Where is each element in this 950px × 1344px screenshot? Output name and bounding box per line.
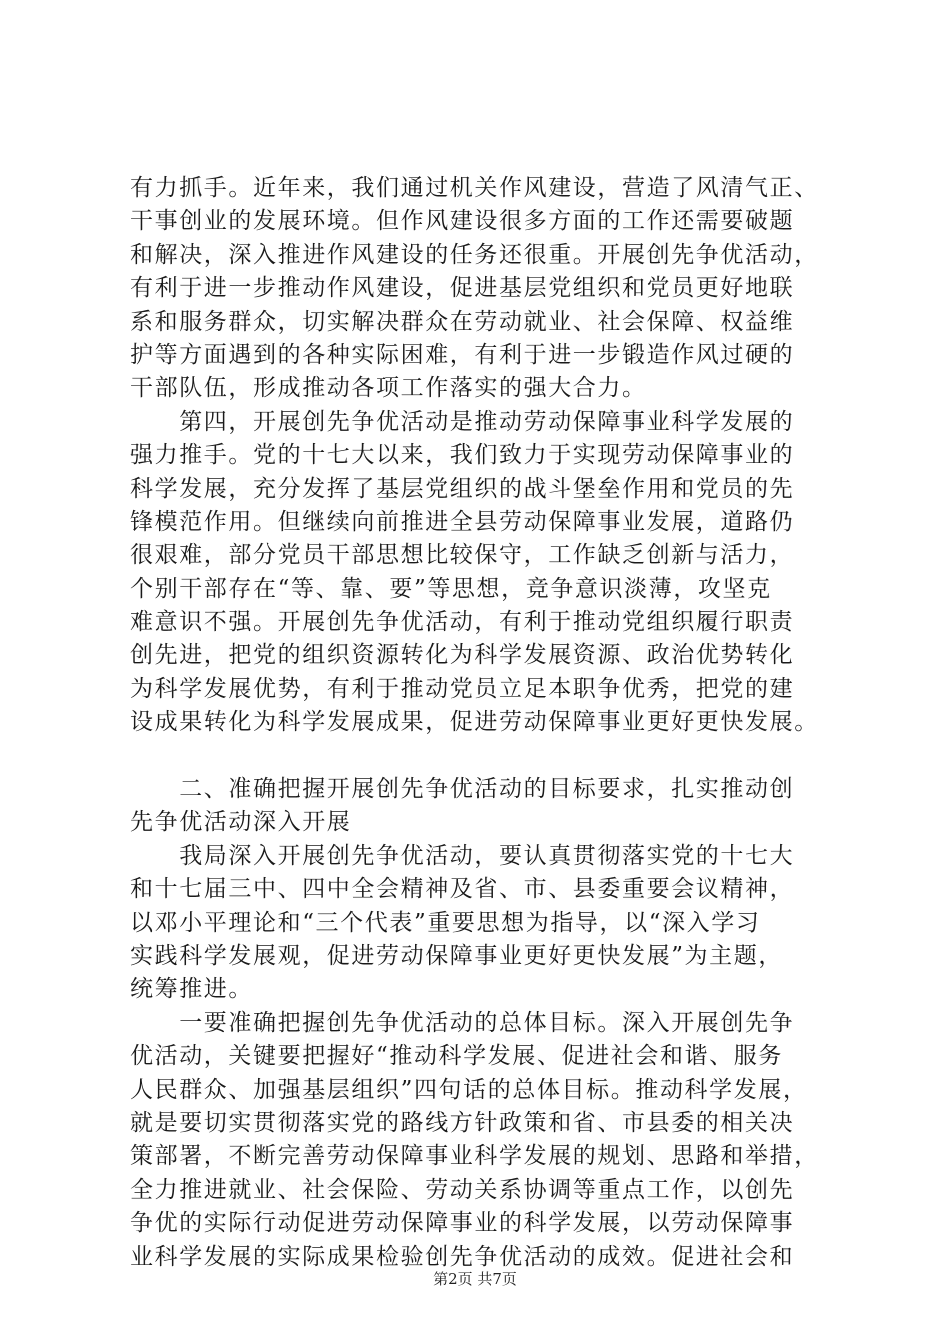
- page-footer: 第2页 共7页: [433, 1270, 517, 1288]
- text-line: 和十七届三中、四中全会精神及省、市、县委重要会议精神，: [130, 876, 795, 903]
- text-line: 争优的实际行动促进劳动保障事业的科学发展，以劳动保障事: [130, 1210, 795, 1237]
- text-line: 统筹推进。: [130, 976, 253, 1003]
- text-line: 就是要切实贯彻落实党的路线方针政策和省、市县委的相关决: [130, 1109, 795, 1136]
- text-line: 有利于进一步推动作风建设，促进基层党组织和党员更好地联: [130, 275, 795, 302]
- text-line: 干事创业的发展环境。但作风建设很多方面的工作还需要破题: [130, 208, 795, 235]
- text-line: 科学发展，充分发挥了基层党组织的战斗堡垒作用和党员的先: [130, 475, 795, 502]
- text-line: 为科学发展优势，有利于推动党员立足本职争优秀，把党的建: [130, 675, 795, 702]
- text-line: 第四，开展创先争优活动是推动劳动保障事业科学发展的: [130, 408, 795, 435]
- text-line: 创先进，把党的组织资源转化为科学发展资源、政治优势转化: [130, 642, 795, 669]
- text-line: 护等方面遇到的各种实际困难，有利于进一步锻造作风过硬的: [130, 341, 795, 368]
- text-line: 强力推手。党的十七大以来，我们致力于实现劳动保障事业的: [130, 442, 795, 469]
- text-line: 系和服务群众，切实解决群众在劳动就业、社会保障、权益维: [130, 308, 795, 335]
- text-line: 人民群众、加强基层组织”四句话的总体目标。推动科学发展，: [130, 1076, 808, 1103]
- text-line: 我局深入开展创先争优活动，要认真贯彻落实党的十七大: [130, 842, 795, 869]
- text-line: 个别干部存在“等、靠、要”等思想，竞争意识淡薄，攻坚克: [130, 575, 772, 602]
- text-line: 二、准确把握开展创先争优活动的目标要求，扎实推动创: [130, 776, 795, 803]
- text-line: 设成果转化为科学发展成果，促进劳动保障事业更好更快发展。: [130, 709, 819, 736]
- text-line: 先争优活动深入开展: [130, 809, 352, 836]
- text-line: 一要准确把握创先争优活动的总体目标。深入开展创先争: [130, 1009, 795, 1036]
- text-line: 干部队伍，形成推动各项工作落实的强大合力。: [130, 375, 647, 402]
- text-line: 实践科学发展观，促进劳动保障事业更好更快发展”为主题，: [130, 942, 783, 969]
- text-line: 以邓小平理论和“三个代表”重要思想为指导，以“深入学习: [130, 909, 761, 936]
- text-line: 有力抓手。近年来，我们通过机关作风建设，营造了风清气正、: [130, 175, 819, 201]
- text-line: 难意识不强。开展创先争优活动，有利于推动党组织履行职责: [130, 609, 795, 636]
- text-line: 锋模范作用。但继续向前推进全县劳动保障事业发展，道路仍: [130, 508, 795, 535]
- text-line: 策部署，不断完善劳动保障事业科学发展的规划、思路和举措，: [130, 1143, 819, 1170]
- text-line: 很艰难，部分党员干部思想比较保守，工作缺乏创新与活力，: [130, 542, 795, 569]
- text-line: 优活动，关键要把握好“推动科学发展、促进社会和谐、服务: [130, 1043, 783, 1070]
- text-line: 业科学发展的实际成果检验创先争优活动的成效。促进社会和: [130, 1243, 795, 1270]
- text-line: 和解决，深入推进作风建设的任务还很重。开展创先争优活动，: [130, 241, 819, 268]
- document-body: [130, 172, 830, 1274]
- text-line: 全力推进就业、社会保险、劳动关系协调等重点工作，以创先: [130, 1176, 795, 1203]
- paragraph-gap: [130, 740, 830, 773]
